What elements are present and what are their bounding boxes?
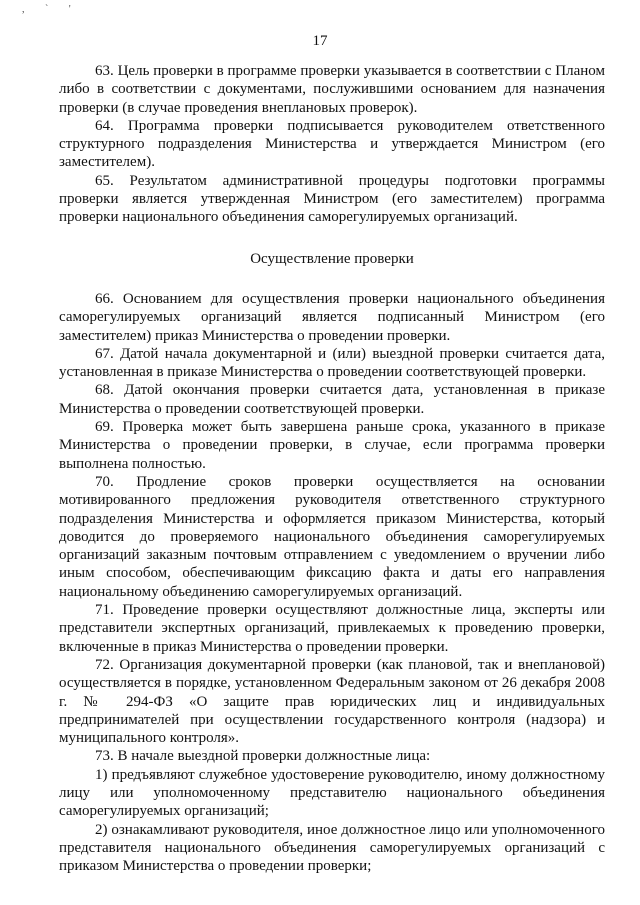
paragraph-73: 73. В начале выездной проверки должностные лица: (95, 748, 431, 765)
paragraph-65: 65. Результатом административной процедуры подготовки программы проверки является утвержденная Министром (его заместителем) программа проверки национального объединения саморегулируемых организаций. (59, 172, 605, 226)
paragraph-70: 70. Продление сроков проверки осуществляется на основании мотивированного предложения руководителя ответственного структурного подразделения Министерства и оформляется приказом Министерства, который доводится до проверяемого национального объединения саморегулируемых организаций заказным почтовым отправлением с уведомлением о вручении либо иным способом, обеспечивающим фиксацию факта и даты его направления национальному объединению саморегулируемых организаций. (59, 473, 605, 600)
paragraph-69: 69. Проверка может быть завершена раньше срока, указанного в приказе Министерства о проведении проверки, в случае, если программа проверки выполнена полностью. (59, 419, 605, 472)
paragraph-64: 64. Программа проверки подписывается руководителем ответственного структурного подразделения Министерства и утверждается Министром (его заместителем). (59, 117, 605, 171)
paragraph-73-item-2: 2) ознакамливают руководителя, иное должностное лицо или уполномоченного представителя национального объединения саморегулируемых организаций с приказом Министерства о проведении проверки; (59, 821, 605, 875)
section-heading: Осуществление проверки (250, 250, 414, 267)
paragraph-73-item-1: 1) предъявляют служебное удостоверение руководителю, иному должностному лицу или уполномоченному представителю национального объединения саморегулируемых организаций; (59, 766, 605, 820)
paragraph-71: 71. Проведение проверки осуществляют должностные лица, эксперты или представители экспертных организаций, привлекаемых к проведению проверки, включенные в приказ Министерства о проведении проверки. (59, 602, 605, 655)
paragraph-72: 72. Организация документарной проверки (как плановой, так и внеплановой) осуществляется в порядке, установленном Федеральным законом от 26 декабря 2008 г. № 294-ФЗ «О защите прав юридических лиц и индивидуальных предпринимателей при осуществлении государственного контроля (надзора) и муниципального контроля». (59, 656, 605, 747)
paragraph-63: 63. Цель проверки в программе проверки указывается в соответствии с Планом либо в соответствии с документами, послужившими основанием для назначения проверки (в случае проведения внеплановых проверок). (59, 63, 605, 116)
document-body (59, 62, 605, 875)
page-number: 17 (312, 33, 328, 49)
paragraph-68: 68. Датой окончания проверки считается дата, установленная в приказе Министерства о проведении соответствующей проверки. (59, 382, 605, 417)
paragraph-67: 67. Датой начала документарной и (или) выездной проверки считается дата, установленная в приказе Министерства о проведении соответствующей проверки. (59, 345, 605, 381)
paragraph-66: 66. Основанием для осуществления проверки национального объединения саморегулируемых организаций является подписанный Министром (его заместителем) приказ Министерства о проведении проверки. (59, 290, 605, 344)
scan-specks: , ` ' (22, 4, 80, 15)
